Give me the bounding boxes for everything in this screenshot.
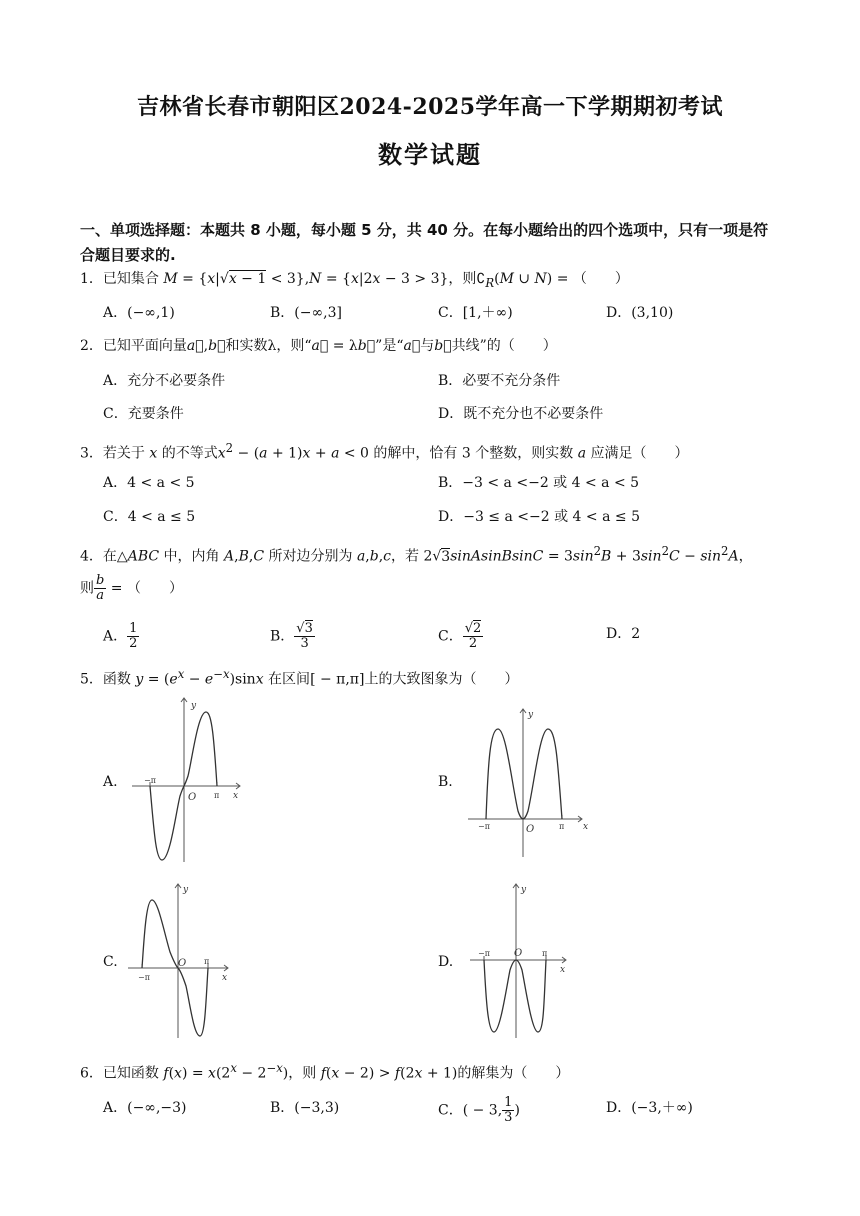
exam-subtitle: 数学试题: [378, 140, 482, 169]
svg-text:−π: −π: [478, 949, 490, 958]
exam-title: 吉林省长春市朝阳区2024-2025学年高一下学期期初考试: [136, 94, 724, 120]
q4-option-b[interactable]: B． $\frac{√3}{3}$: [270, 621, 313, 651]
svg-text:O: O: [188, 792, 197, 803]
svg-text:π: π: [204, 957, 210, 966]
q4-option-c[interactable]: C． $\frac{√2}{2}$: [438, 621, 482, 651]
svg-text:O: O: [514, 948, 523, 959]
svg-text:y: y: [183, 885, 189, 895]
q5-option-a-label[interactable]: A.: [103, 774, 118, 790]
q6-option-d[interactable]: D．(−3,＋∞): [606, 1100, 693, 1116]
q6-option-c[interactable]: C．( − 3, $\frac{1}{3}$ ): [438, 1095, 520, 1125]
q5-graph-c[interactable]: [128, 880, 236, 1040]
q2-option-b[interactable]: B．必要不充分条件: [438, 373, 561, 389]
svg-text:O: O: [526, 824, 535, 835]
q5-graph-d[interactable]: [470, 880, 574, 1040]
q2-option-c[interactable]: C．充要条件: [103, 406, 184, 422]
q3-option-d[interactable]: D．−3 ≤ a <−2 或 4 < a ≤ 5: [438, 509, 640, 525]
svg-text:x: x: [560, 965, 566, 975]
q5-graph-a[interactable]: [132, 692, 247, 864]
question-2: 2．已知平面向量a⃗,b⃗和实数λ，则“a⃗ = λb⃗”是“a⃗与b⃗共线”的（ ）: [80, 338, 557, 354]
svg-text:−π: −π: [478, 822, 490, 831]
q6-option-a[interactable]: A．(−∞,−3): [103, 1100, 187, 1116]
svg-text:π: π: [542, 949, 548, 958]
svg-text:x: x: [222, 973, 228, 983]
q2-option-a[interactable]: A．充分不必要条件: [103, 373, 226, 389]
svg-text:y: y: [191, 701, 197, 711]
svg-text:x: x: [583, 822, 589, 832]
q5-graph-b[interactable]: [468, 705, 592, 860]
svg-text:y: y: [521, 885, 527, 895]
question-number: 1．: [80, 271, 103, 287]
svg-text:−π: −π: [144, 776, 156, 785]
question-4-line2: 则 $\frac{b}{a}$ = （ ）: [80, 573, 183, 603]
q4-option-d[interactable]: D．2: [606, 626, 641, 642]
q6-option-b[interactable]: B．(−3,3): [270, 1100, 340, 1116]
svg-text:−π: −π: [138, 973, 150, 982]
svg-text:π: π: [559, 822, 565, 831]
q1-option-c[interactable]: C．[1,＋∞): [438, 305, 513, 321]
question-5: 5．函数 $y = (e^x - e^{-x})\sin x$ 在区间[ − π,π]上的大致图象为（ ）: [80, 667, 519, 688]
q1-option-d[interactable]: D．(3,10): [606, 305, 674, 321]
q3-option-a[interactable]: A．4 < a < 5: [103, 475, 195, 491]
q5-option-d-label[interactable]: D.: [438, 954, 454, 970]
svg-text:O: O: [178, 958, 187, 969]
q3-option-b[interactable]: B．−3 < a <−2 或 4 < a < 5: [438, 475, 640, 491]
question-4: 4．在△ABC 中，内角 A,B,C 所对边分别为 a,b,c，若 2√3sinAsinBsinC = $3\sin^2B + 3\sin^2C - \sin^2A$，: [80, 544, 753, 565]
q4-option-a[interactable]: A． $\frac{1}{2}$: [103, 621, 138, 651]
question-6: 6．已知函数 $f(x) = x(2^x - 2^{-x})$，则 f(x − 2) > f(2x + 1)的解集为（ ）: [80, 1061, 570, 1082]
question-1: 1．已知集合 M = {x|√x − 1 < 3},N = {x|2x − 3 > 3}，则$∁_R(M$ ∪ N) = （ ）: [80, 271, 629, 290]
svg-text:y: y: [528, 710, 534, 720]
question-3: 3．若关于 x 的不等式$x^2 - (a + 1)x + a < 0$ 的解中，恰有 3 个整数，则实数 a 应满足（ ）: [80, 441, 689, 462]
q3-option-c[interactable]: C．4 < a ≤ 5: [103, 509, 196, 525]
section-heading: 一、单项选择题：本题共 8 小题，每小题 5 分，共 40 分。在每小题给出的四个选项中，只有一项是符合题目要求的.: [80, 221, 769, 264]
q5-option-c-label[interactable]: C.: [103, 954, 118, 970]
q5-option-b-label[interactable]: B.: [438, 774, 453, 790]
q1-option-b[interactable]: B．(−∞,3]: [270, 305, 342, 321]
q2-option-d[interactable]: D．既不充分也不必要条件: [438, 406, 604, 422]
q1-option-a[interactable]: A．(−∞,1): [103, 305, 175, 321]
svg-text:x: x: [233, 791, 239, 801]
svg-text:π: π: [214, 791, 220, 800]
